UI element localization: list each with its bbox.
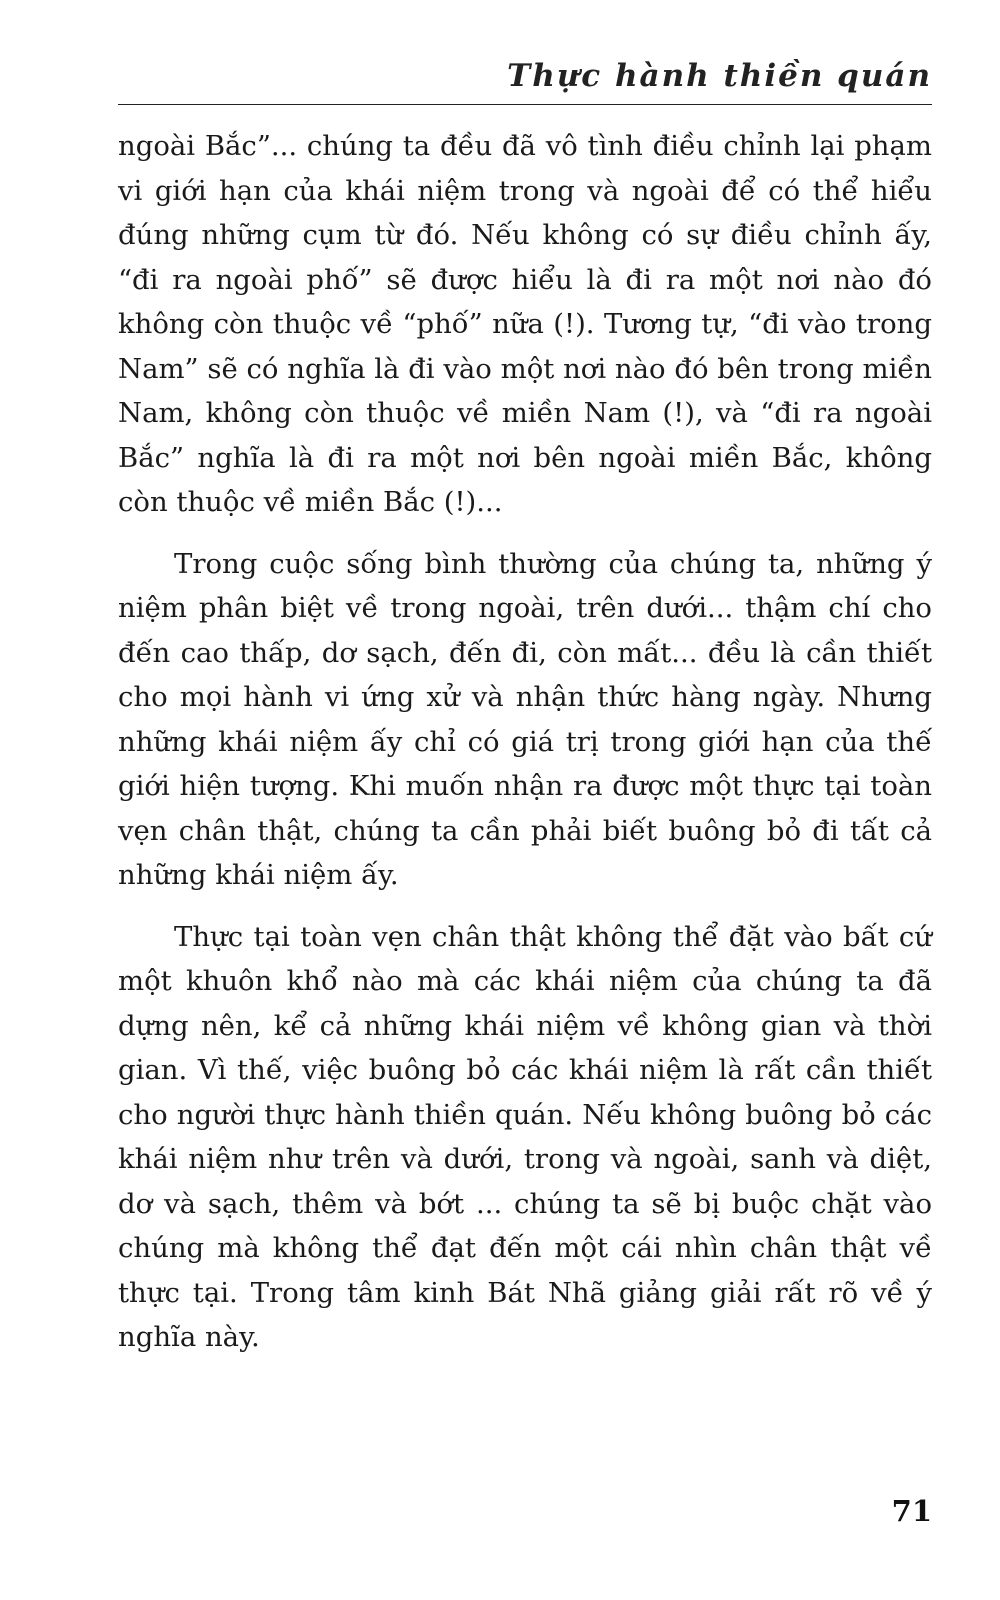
page-number: 71 [891, 1494, 932, 1528]
running-header-title: Thực hành thiền quán [507, 58, 932, 94]
running-header [118, 52, 932, 105]
body-text [118, 124, 932, 1360]
paragraph-everyday-concepts: Trong cuộc sống bình thường của chúng ta, những ý niệm phân biệt về trong ngoài, trên dưới... thậm chí cho đến cao thấp, dơ sạch, đến đi, còn mất... đều là cần thiết cho mọi hành vi ứng xử và nhận thức hàng ngày. Nhưng những khái niệm ấy chỉ có giá trị trong giới hạn của thế giới hiện tượng. Khi muốn nhận ra được một thực tại toàn vẹn chân thật, chúng ta cần phải biết buông bỏ đi tất cả những khái niệm ấy. [118, 547, 932, 891]
paragraph-continued: ngoài Bắc”... chúng ta đều đã vô tình điều chỉnh lại phạm vi giới hạn của khái niệm trong và ngoài để có thể hiểu đúng những cụm từ đó. Nếu không có sự điều chỉnh ấy, “đi ra ngoài phố” sẽ được hiểu là đi ra một nơi nào đó không còn thuộc về “phố” nữa (!). Tương tự, “đi vào trong Nam” sẽ có nghĩa là đi vào một nơi nào đó bên trong miền Nam, không còn thuộc về miền Nam (!), và “đi ra ngoài Bắc” nghĩa là đi ra một nơi bên ngoài miền Bắc, không còn thuộc về miền Bắc (!)... [118, 130, 932, 518]
paragraph-true-reality: Thực tại toàn vẹn chân thật không thể đặt vào bất cứ một khuôn khổ nào mà các khái niệm của chúng ta đã dựng nên, kể cả những khái niệm về không gian và thời gian. Vì thế, việc buông bỏ các khái niệm là rất cần thiết cho người thực hành thiền quán. Nếu không buông bỏ các khái niệm như trên và dưới, trong và ngoài, sanh và diệt, dơ và sạch, thêm và bớt ... chúng ta sẽ bị buộc chặt vào chúng mà không thể đạt đến một cái nhìn chân thật về thực tại. Trong tâm kinh Bát Nhã giảng giải rất rõ về ý nghĩa này. [118, 920, 932, 1353]
